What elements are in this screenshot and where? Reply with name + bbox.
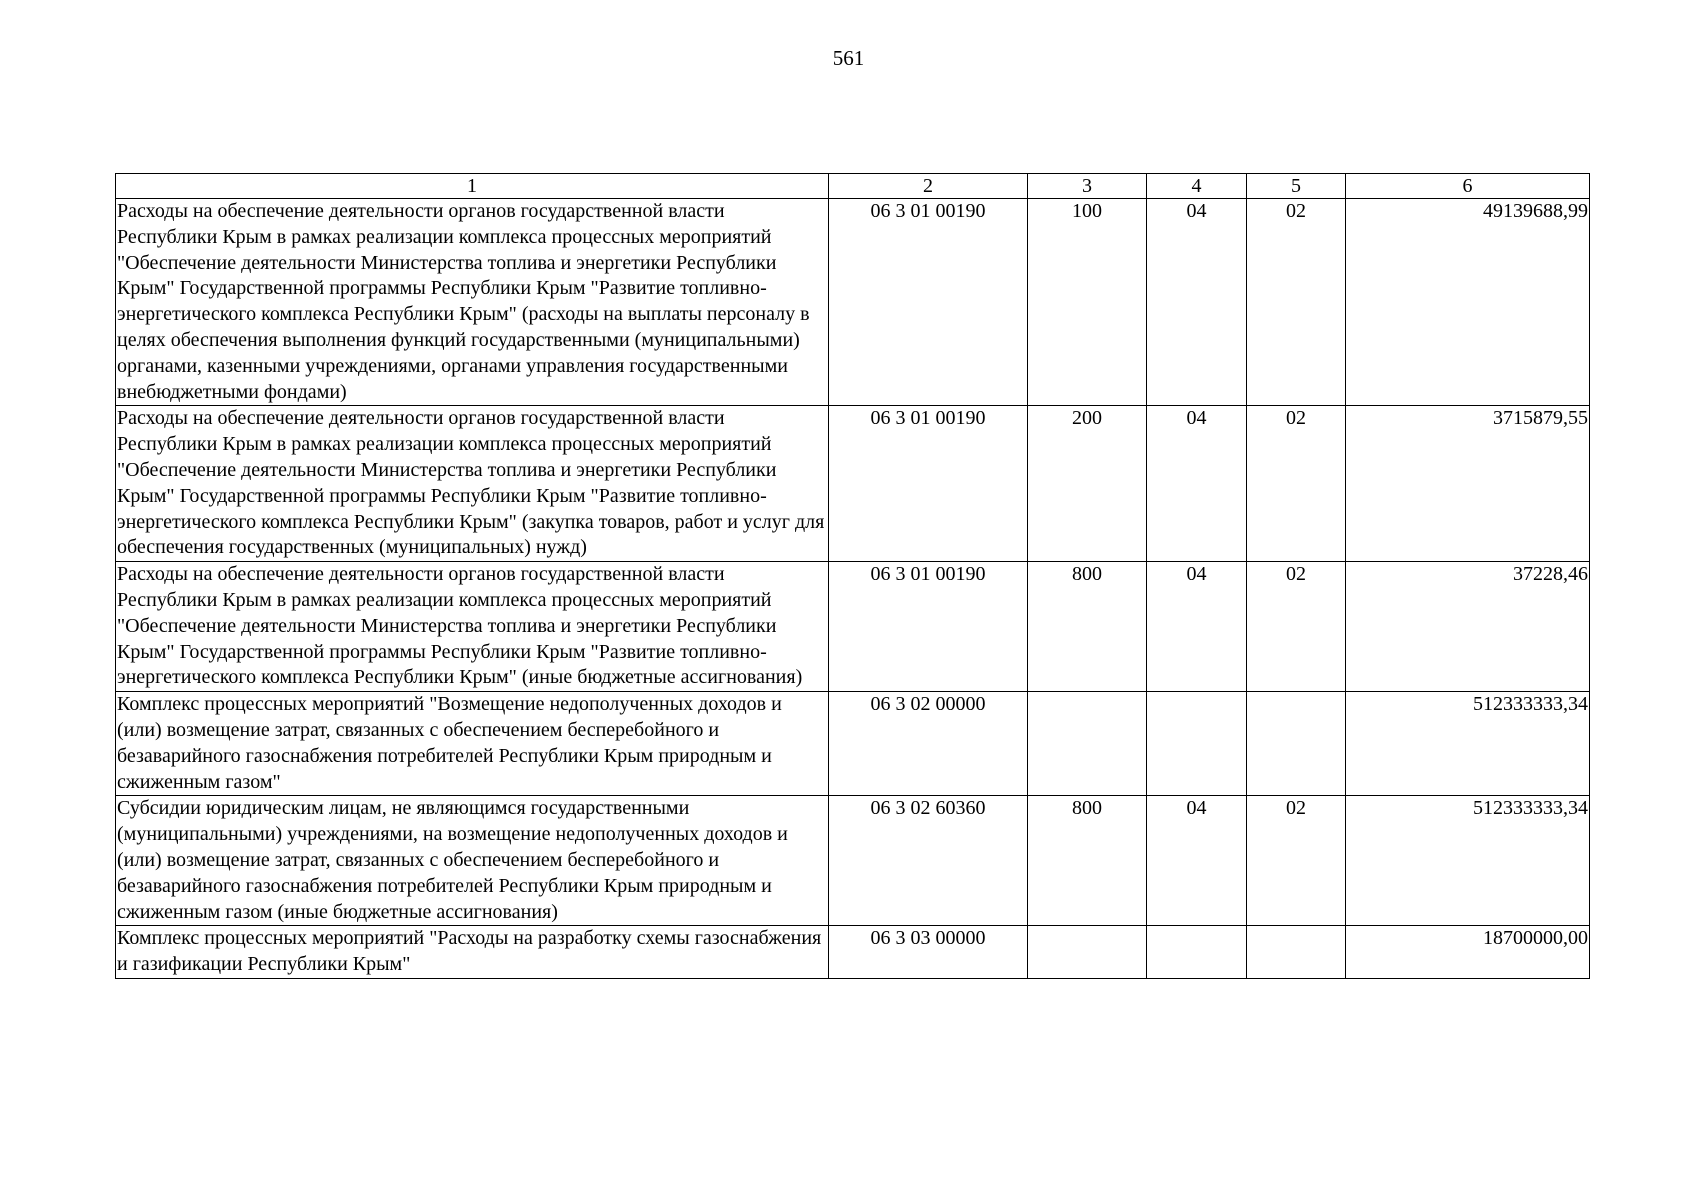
subsection-code: 02	[1247, 199, 1346, 406]
expense-type-code	[1028, 926, 1147, 979]
table-row	[116, 692, 1590, 796]
expense-type-code: 800	[1028, 562, 1147, 692]
header-col-4: 4	[1147, 174, 1247, 199]
expense-type-code: 800	[1028, 796, 1147, 926]
table-row	[116, 562, 1590, 692]
section-code: 04	[1147, 562, 1247, 692]
subsection-code: 02	[1247, 562, 1346, 692]
target-article-code: 06 3 01 00190	[829, 199, 1028, 406]
section-code: 04	[1147, 796, 1247, 926]
amount: 18700000,00	[1346, 926, 1590, 979]
table-row	[116, 926, 1590, 979]
header-col-6: 6	[1346, 174, 1590, 199]
subsection-code	[1247, 692, 1346, 796]
target-article-code: 06 3 03 00000	[829, 926, 1028, 979]
section-code	[1147, 692, 1247, 796]
header-col-3: 3	[1028, 174, 1147, 199]
section-code: 04	[1147, 406, 1247, 562]
header-col-2: 2	[829, 174, 1028, 199]
expense-name: Расходы на обеспечение деятельности органов государственной власти Республики Крым в рамках реализации комплекса процессных мероприятий "Обеспечение деятельности Министерства топлива и энергетики Республики Крым" Государственной программы Республики Крым "Развитие топливно-энергетического комплекса Республики Крым" (закупка товаров, работ и услуг для обеспечения государственных (муниципальных) нужд)	[116, 406, 829, 562]
table-row	[116, 796, 1590, 926]
section-code: 04	[1147, 199, 1247, 406]
amount: 512333333,34	[1346, 692, 1590, 796]
amount: 512333333,34	[1346, 796, 1590, 926]
expense-name: Комплекс процессных мероприятий "Возмещение недополученных доходов и (или) возмещение затрат, связанных с обеспечением бесперебойного и безаварийного газоснабжения потребителей Республики Крым природным и сжиженным газом"	[116, 692, 829, 796]
header-col-5: 5	[1247, 174, 1346, 199]
amount: 37228,46	[1346, 562, 1590, 692]
expense-name: Комплекс процессных мероприятий "Расходы на разработку схемы газоснабжения и газификации Республики Крым"	[116, 926, 829, 979]
table-row	[116, 199, 1590, 406]
expense-name: Расходы на обеспечение деятельности органов государственной власти Республики Крым в рамках реализации комплекса процессных мероприятий "Обеспечение деятельности Министерства топлива и энергетики Республики Крым" Государственной программы Республики Крым "Развитие топливно-энергетического комплекса Республики Крым" (расходы на выплаты персоналу в целях обеспечения выполнения функций государственными (муниципальными) органами, казенными учреждениями, органами управления государственными внебюджетными фондами)	[116, 199, 829, 406]
expense-type-code: 100	[1028, 199, 1147, 406]
target-article-code: 06 3 02 00000	[829, 692, 1028, 796]
expense-name: Субсидии юридическим лицам, не являющимся государственными (муниципальными) учреждениями, на возмещение недополученных доходов и (или) возмещение затрат, связанных с обеспечением бесперебойного и безаварийного газоснабжения потребителей Республики Крым природным и сжиженным газом (иные бюджетные ассигнования)	[116, 796, 829, 926]
expense-type-code: 200	[1028, 406, 1147, 562]
target-article-code: 06 3 01 00190	[829, 562, 1028, 692]
expense-type-code	[1028, 692, 1147, 796]
table-row	[116, 406, 1590, 562]
section-code	[1147, 926, 1247, 979]
target-article-code: 06 3 02 60360	[829, 796, 1028, 926]
amount: 49139688,99	[1346, 199, 1590, 406]
header-row	[116, 174, 1590, 199]
page-number: 561	[832, 46, 865, 70]
budget-table	[115, 173, 1590, 979]
header-col-1: 1	[116, 174, 829, 199]
amount: 3715879,55	[1346, 406, 1590, 562]
target-article-code: 06 3 01 00190	[829, 406, 1028, 562]
subsection-code: 02	[1247, 406, 1346, 562]
expense-name: Расходы на обеспечение деятельности органов государственной власти Республики Крым в рамках реализации комплекса процессных мероприятий "Обеспечение деятельности Министерства топлива и энергетики Республики Крым" Государственной программы Республики Крым "Развитие топливно-энергетического комплекса Республики Крым" (иные бюджетные ассигнования)	[116, 562, 829, 692]
subsection-code	[1247, 926, 1346, 979]
subsection-code: 02	[1247, 796, 1346, 926]
